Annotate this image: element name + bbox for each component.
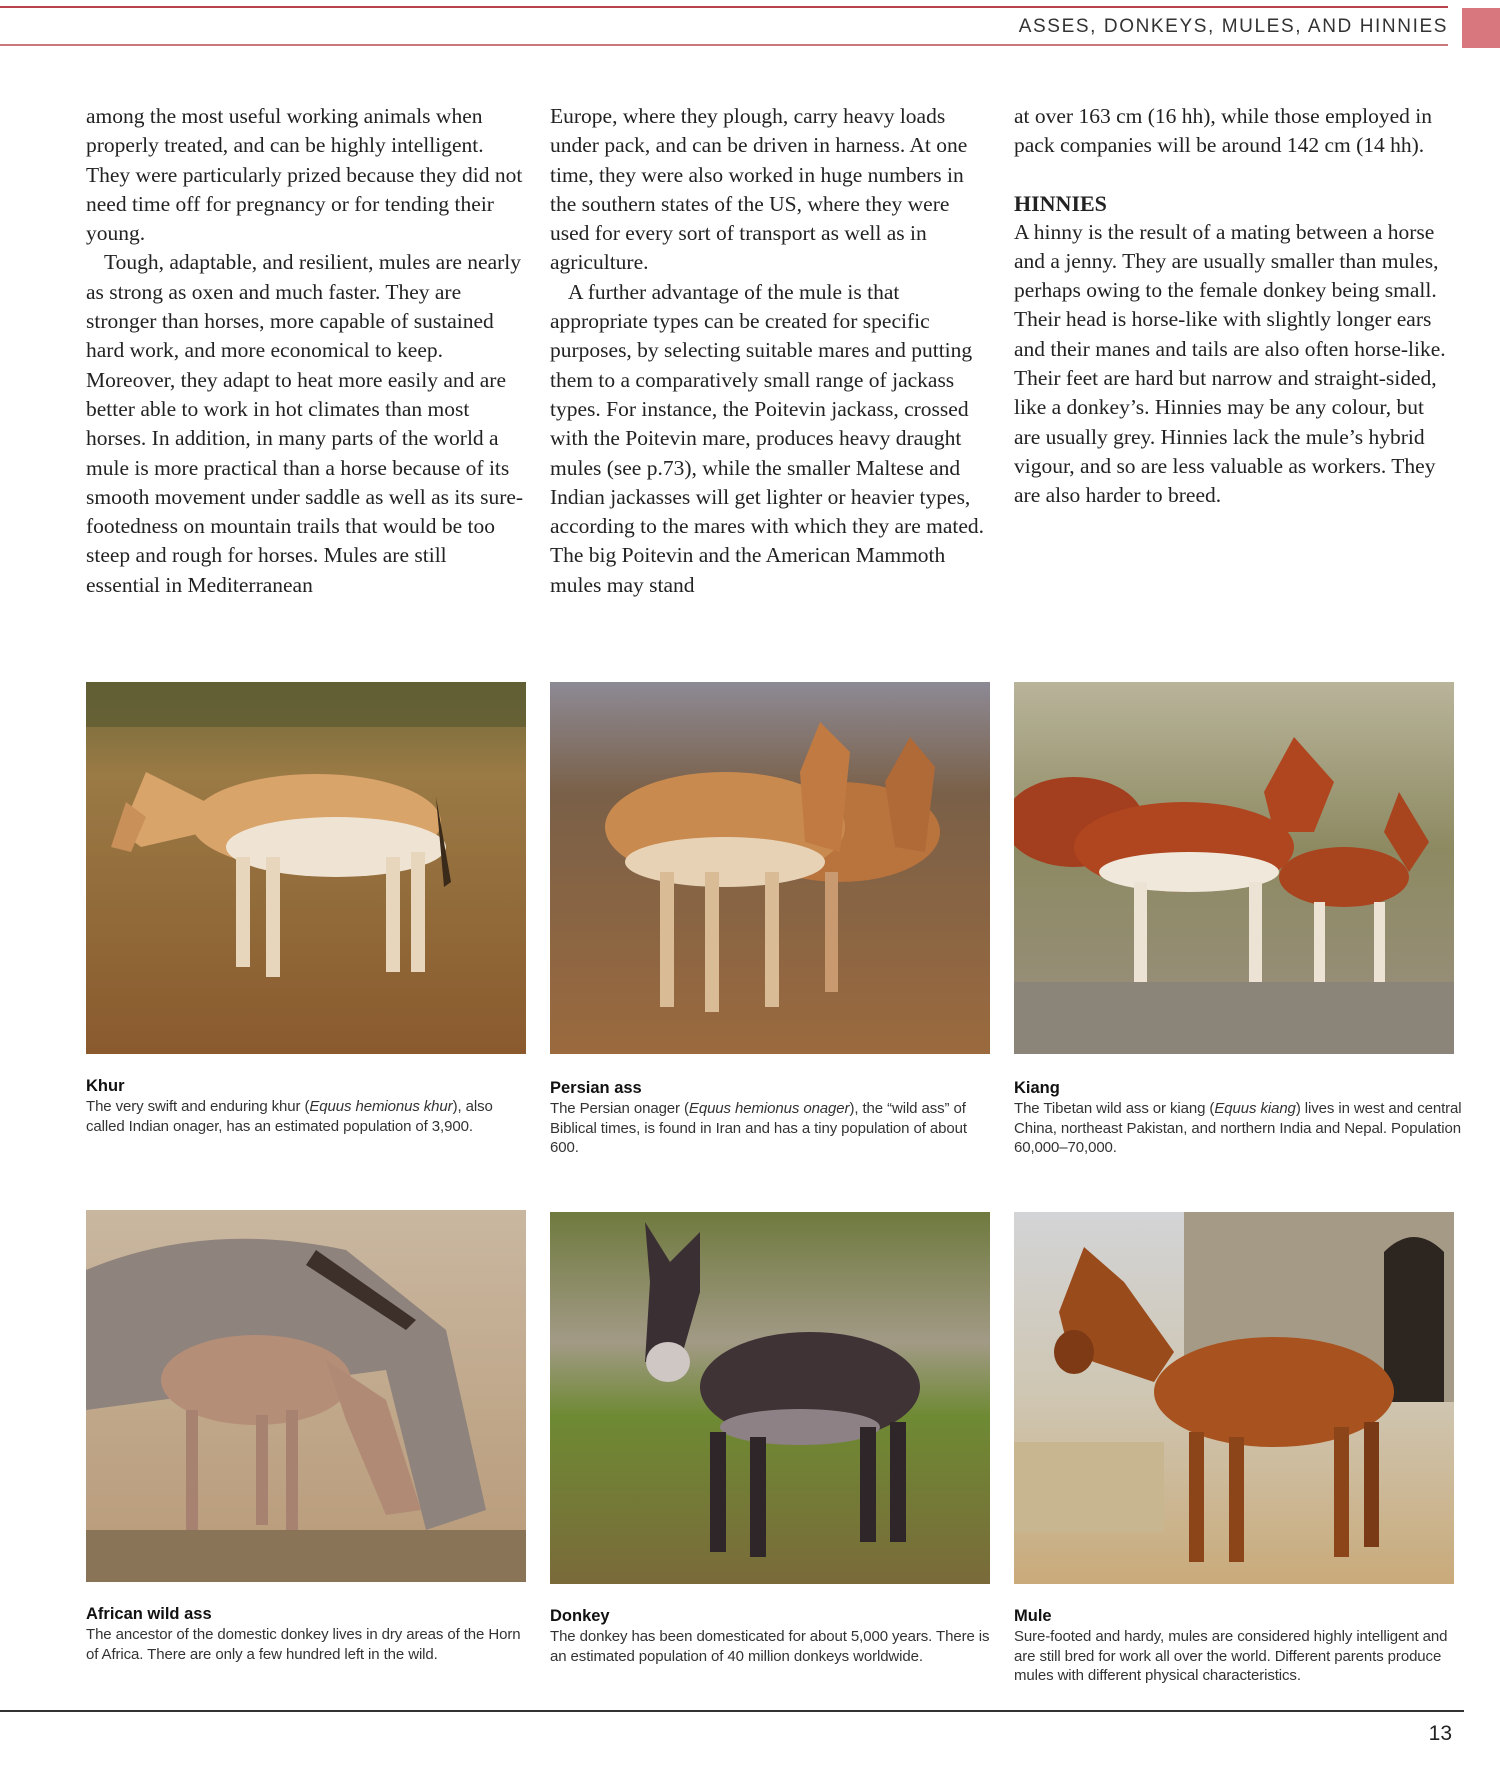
khur-photo [86, 682, 526, 1054]
top-rule [0, 6, 1448, 8]
caption-body: The very swift and enduring khur (Equus hemionus khur), also called Indian onager, has an estimated population of 3,900. [86, 1098, 493, 1135]
african-wild-ass-caption [86, 1604, 534, 1664]
persian-ass-caption [550, 1078, 998, 1158]
chapter-tab [1462, 8, 1500, 48]
caption-title: African wild ass [86, 1605, 212, 1623]
section-heading: HINNIES [1014, 190, 1107, 216]
caption-body: Sure-footed and hardy, mules are considered highly intelligent and are still bred for work all over the world. Different parents produce mules with different physical characteristics. [1014, 1628, 1448, 1684]
paragraph: Tough, adaptable, and resilient, mules are nearly as strong as oxen and much faster. They are stronger than horses, more capable of sustained hard work, and more economical to keep. Moreover, they adapt to heat more easily and are better able to work in hot climates than most horses. In addition, in many parts of the world a mule is more practical than a horse because of its smooth movement under saddle as well as its sure-footedness on mountain trails that would be too steep and rough for horses. Mules are still essential in Mediterranean [86, 250, 524, 597]
latin-name: Equus hemionus onager [688, 1100, 850, 1117]
mule-photo [1014, 1212, 1454, 1584]
kiang-photo [1014, 682, 1454, 1054]
caption-title: Kiang [1014, 1079, 1060, 1097]
donkey-photo [550, 1212, 990, 1584]
latin-name: Equus kiang [1214, 1100, 1296, 1117]
caption-body: The Persian onager (Equus hemionus onager), the “wild ass” of Biblical times, is found in Iran and has a tiny population of about 600. [550, 1100, 967, 1156]
caption-body: The Tibetan wild ass or kiang (Equus kiang) lives in west and central China, northeast Pakistan, and northern India and Nepal. Population 60,000–70,000. [1014, 1100, 1462, 1156]
text-column-2 [550, 102, 990, 600]
paragraph: A hinny is the result of a mating between a horse and a jenny. They are usually smaller than mules, perhaps owing to the female donkey being small. Their head is horse-like with slightly longer ears and their manes and tails are also often horse-like. Their feet are hard but narrow and straight-sided, like a donkey’s. Hinnies may be any colour, but are usually grey. Hinnies lack the mule’s hybrid vigour, and so are less valuable as workers. They are also harder to breed. [1014, 219, 1446, 508]
paragraph: at over 163 cm (16 hh), while those employed in pack companies will be around 142 cm (14 hh). [1014, 104, 1432, 158]
paragraph: A further advantage of the mule is that appropriate types can be created for specific purposes, by selecting suitable mares and putting them to a comparatively small range of jackass types. For instance, the Poitevin jackass, crossed with the Poitevin mare, produces heavy draught mules (see p.73), while the smaller Maltese and Indian jackasses will get lighter or heavier types, according to the mares with which they are mated. The big Poitevin and the American Mammoth mules may stand [550, 279, 985, 597]
african-wild-ass-photo [86, 1210, 526, 1582]
caption-title: Donkey [550, 1607, 610, 1625]
text-column-3 [1014, 102, 1454, 511]
page-number: 13 [1428, 1722, 1452, 1745]
caption-title: Persian ass [550, 1079, 642, 1097]
donkey-caption [550, 1606, 998, 1666]
caption-title: Khur [86, 1077, 125, 1095]
paragraph: Europe, where they plough, carry heavy loads under pack, and can be driven in harness. At one time, they were also worked in huge numbers in the southern states of the US, where they were used for every sort of transport as well as in agriculture. [550, 104, 968, 275]
persian-ass-photo [550, 682, 990, 1054]
caption-body: The ancestor of the domestic donkey lives in dry areas of the Horn of Africa. There are only a few hundred left in the wild. [86, 1626, 521, 1663]
kiang-caption [1014, 1078, 1462, 1158]
khur-caption [86, 1076, 534, 1136]
latin-name: Equus hemionus khur [309, 1098, 453, 1115]
text-column-1 [86, 102, 526, 600]
bottom-rule [0, 1710, 1464, 1712]
mule-caption [1014, 1606, 1462, 1686]
top-rule-lower [0, 44, 1448, 46]
paragraph: among the most useful working animals when properly treated, and can be highly intelligent. They were particularly prized because they did not need time off for pregnancy or for tending their young. [86, 104, 523, 246]
caption-title: Mule [1014, 1607, 1052, 1625]
running-head: ASSES, DONKEYS, MULES, AND HINNIES [1018, 16, 1448, 37]
caption-body: The donkey has been domesticated for about 5,000 years. There is an estimated population of 40 million donkeys worldwide. [550, 1628, 990, 1665]
